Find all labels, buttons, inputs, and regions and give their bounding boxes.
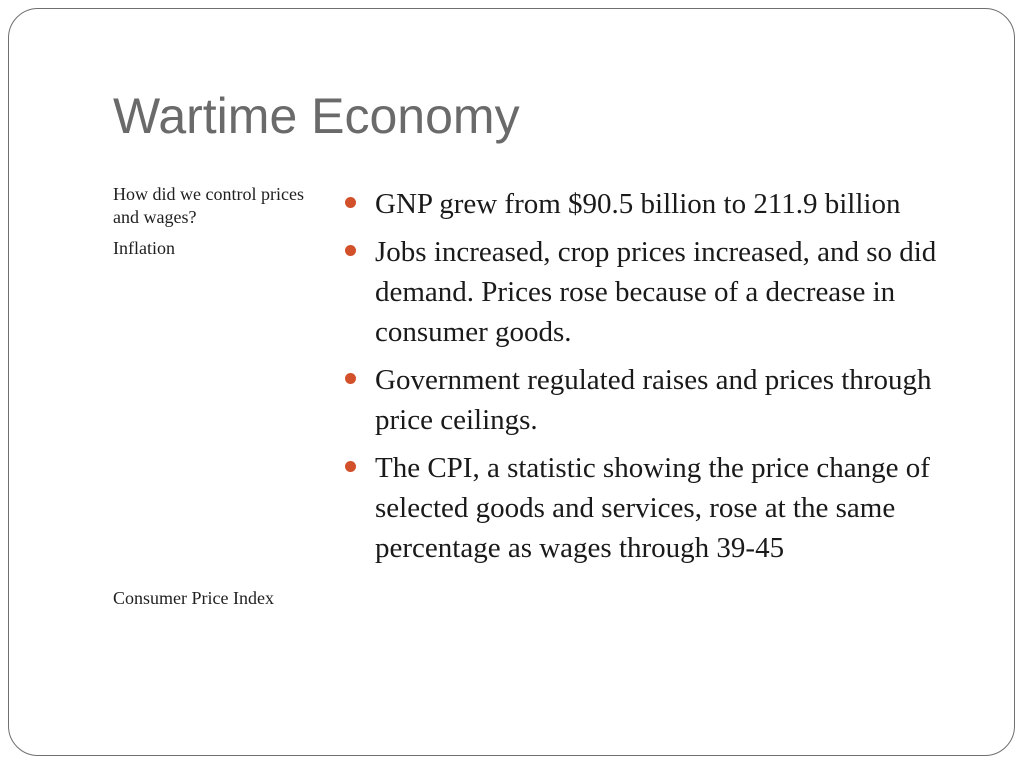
bullet-item — [343, 232, 953, 352]
bullet-text: Government regulated raises and prices through price ceilings. — [375, 364, 932, 436]
bullet-text: The CPI, a statistic showing the price change of selected goods and services, rose at the same percentage as wages through 39-45 — [375, 452, 930, 564]
bullet-item — [343, 360, 953, 440]
bullet-dot-icon — [345, 373, 356, 384]
bullet-item — [343, 448, 953, 568]
side-note-question: How did we control prices and wages? — [113, 184, 304, 227]
bullet-dot-icon — [345, 461, 356, 472]
slide-title: Wartime Economy — [113, 88, 520, 144]
side-note-cpi: Consumer Price Index — [113, 588, 274, 608]
side-note-inflation: Inflation — [113, 238, 175, 258]
bullet-list — [343, 184, 953, 576]
bullet-dot-icon — [345, 197, 356, 208]
bullet-text: Jobs increased, crop prices increased, and so did demand. Prices rose because of a decrease in consumer goods. — [375, 236, 937, 348]
side-notes — [113, 183, 313, 608]
bullet-item — [343, 184, 953, 224]
bullet-text: GNP grew from $90.5 billion to 211.9 billion — [375, 188, 901, 220]
bullet-dot-icon — [345, 245, 356, 256]
